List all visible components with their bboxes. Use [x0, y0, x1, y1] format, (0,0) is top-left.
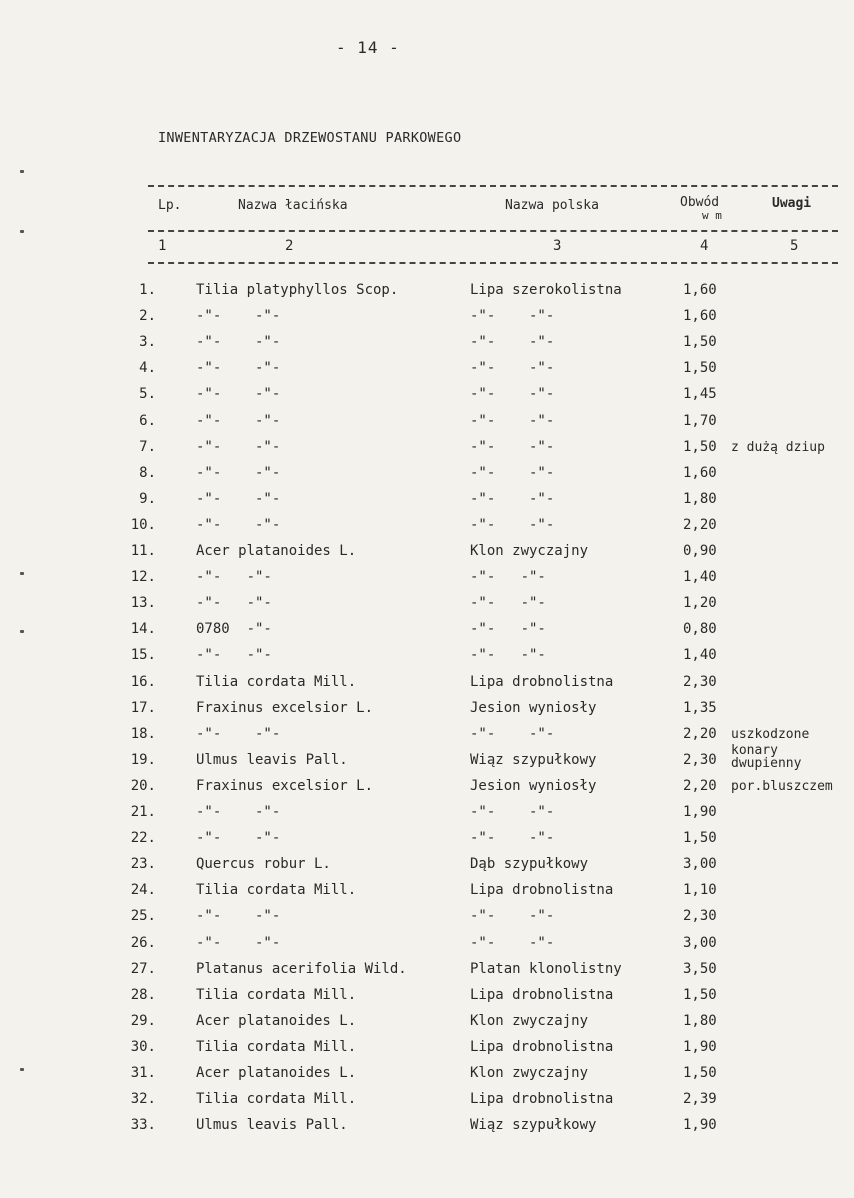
polish-name-cell: Klon zwyczajny [470, 1012, 589, 1029]
latin-name-cell: Tilia platyphyllos Scop. [196, 282, 399, 298]
polish-name-cell: Wiąz szypułkowy [470, 1117, 597, 1134]
notes-cell: konary dwupienny [731, 743, 802, 770]
latin-name-cell: -"- -"- [196, 360, 281, 377]
row-number: 27. [130, 960, 156, 977]
table-row [0, 334, 854, 360]
row-number: 15. [130, 647, 156, 664]
latin-name-cell: -"- -"- [196, 490, 281, 507]
latin-name-cell: Fraxinus excelsior L. [196, 699, 374, 716]
row-number: 20. [130, 777, 156, 794]
table-row [0, 743, 854, 778]
table-row [0, 1013, 854, 1039]
header-polish-name: Nazwa polska [505, 198, 599, 213]
row-number: 28. [130, 986, 156, 1003]
table-rule-top [148, 185, 838, 187]
polish-name-cell: Platan klonolistny [470, 960, 622, 977]
polish-name-cell: Lipa drobnolistna [470, 673, 614, 690]
polish-name-cell: -"- -"- [470, 308, 555, 325]
circumference-cell: 1,10 [683, 882, 717, 899]
table-row [0, 674, 854, 700]
circumference-cell: 1,20 [683, 595, 717, 612]
latin-name-cell: -"- -"- [196, 908, 281, 925]
row-number: 30. [130, 1038, 156, 1055]
polish-name-cell: Wiąz szypułkowy [470, 751, 597, 768]
row-number: 4. [139, 360, 156, 377]
table-row [0, 439, 854, 465]
table-row [0, 700, 854, 726]
row-number: 31. [130, 1065, 156, 1081]
circumference-cell: 1,80 [683, 490, 717, 507]
polish-name-cell: -"- -"- [470, 804, 555, 820]
circumference-cell: 3,50 [683, 960, 717, 977]
table-row [0, 961, 854, 987]
latin-name-cell: Fraxinus excelsior L. [196, 777, 374, 794]
latin-name-cell: -"- -"- [196, 438, 281, 455]
header-notes: Uwagi [772, 196, 812, 211]
row-number: 25. [130, 908, 156, 925]
polish-name-cell: -"- -"- [470, 386, 555, 403]
polish-name-cell: -"- -"- [470, 490, 555, 507]
latin-name-cell: -"- -"- [196, 595, 272, 612]
latin-name-cell: -"- -"- [196, 308, 281, 325]
row-number: 9. [139, 490, 156, 507]
circumference-cell: 1,50 [683, 334, 717, 351]
table-row [0, 569, 854, 595]
circumference-cell: 1,90 [683, 1117, 717, 1134]
polish-name-cell: -"- -"- [470, 725, 555, 742]
column-number: 2 [285, 238, 294, 254]
latin-name-cell: Acer platanoides L. [196, 1065, 357, 1081]
table-row [0, 360, 854, 386]
latin-name-cell: Acer platanoides L. [196, 1012, 357, 1029]
table-row [0, 1065, 854, 1091]
polish-name-cell: Klon zwyczajny [470, 543, 589, 559]
latin-name-cell: Tilia cordata Mill. [196, 673, 357, 690]
circumference-cell: 2,30 [683, 673, 717, 690]
margin-mark [20, 170, 24, 173]
latin-name-cell: Tilia cordata Mill. [196, 1038, 357, 1055]
row-number: 3. [139, 334, 156, 351]
latin-name-cell: -"- -"- [196, 647, 272, 664]
circumference-cell: 1,60 [683, 282, 717, 298]
circumference-cell: 1,90 [683, 1038, 717, 1055]
polish-name-cell: -"- -"- [470, 412, 555, 429]
header-circumference [680, 195, 722, 222]
circumference-cell: 3,00 [683, 856, 717, 873]
latin-name-cell: -"- -"- [196, 934, 281, 951]
column-number: 1 [158, 238, 167, 254]
table-row [0, 308, 854, 334]
table-row [0, 595, 854, 621]
polish-name-cell: Lipa szerokolistna [470, 282, 622, 298]
circumference-cell: 2,20 [683, 725, 717, 742]
table-row [0, 1039, 854, 1065]
circumference-cell: 0,90 [683, 543, 717, 559]
polish-name-cell: -"- -"- [470, 464, 555, 481]
row-number: 32. [130, 1091, 156, 1108]
circumference-cell: 1,45 [683, 386, 717, 403]
circumference-cell: 2,30 [683, 751, 717, 768]
document-title: INWENTARYZACJA DRZEWOSTANU PARKOWEGO [158, 130, 462, 146]
column-number: 5 [790, 238, 799, 254]
polish-name-cell: -"- -"- [470, 569, 546, 586]
polish-name-cell: Jesion wyniosły [470, 699, 597, 716]
polish-name-cell: -"- -"- [470, 647, 546, 664]
polish-name-cell: -"- -"- [470, 908, 555, 925]
circumference-cell: 2,39 [683, 1091, 717, 1108]
polish-name-cell: Lipa drobnolistna [470, 1038, 614, 1055]
page-number: - 14 - [336, 38, 400, 57]
notes-cell: uszkodzone [731, 727, 810, 741]
table-row [0, 987, 854, 1013]
row-number: 8. [139, 464, 156, 481]
table-row [0, 856, 854, 882]
latin-name-cell: -"- -"- [196, 334, 281, 351]
row-number: 17. [130, 699, 156, 716]
row-number: 5. [139, 386, 156, 403]
header-circumference-top: Obwód [680, 195, 720, 210]
latin-name-cell: Platanus acerifolia Wild. [196, 960, 407, 977]
circumference-cell: 1,90 [683, 804, 717, 820]
table-row [0, 282, 854, 308]
latin-name-cell: Ulmus leavis Pall. [196, 1117, 348, 1134]
polish-name-cell: -"- -"- [470, 438, 555, 455]
latin-name-cell: -"- -"- [196, 412, 281, 429]
table-row [0, 1117, 854, 1143]
latin-name-cell: -"- -"- [196, 569, 272, 586]
latin-name-cell: -"- -"- [196, 725, 281, 742]
circumference-cell: 1,70 [683, 412, 717, 429]
header-latin-name: Nazwa łacińska [238, 198, 348, 213]
notes-cell: por.bluszczem [731, 779, 833, 793]
table-row [0, 882, 854, 908]
row-number: 10. [130, 516, 156, 533]
row-number: 6. [139, 412, 156, 429]
row-number: 24. [130, 882, 156, 899]
latin-name-cell: Tilia cordata Mill. [196, 986, 357, 1003]
polish-name-cell: -"- -"- [470, 334, 555, 351]
notes-cell: z dużą dziup [731, 440, 825, 454]
table-row [0, 908, 854, 934]
polish-name-cell: -"- -"- [470, 360, 555, 377]
row-number: 12. [130, 569, 156, 586]
row-number: 29. [130, 1012, 156, 1029]
polish-name-cell: Jesion wyniosły [470, 777, 597, 794]
table-row [0, 778, 854, 804]
polish-name-cell: Lipa drobnolistna [470, 882, 614, 899]
polish-name-cell: Klon zwyczajny [470, 1065, 589, 1081]
table-row [0, 726, 854, 752]
latin-name-cell: Acer platanoides L. [196, 543, 357, 559]
circumference-cell: 1,40 [683, 647, 717, 664]
table-row [0, 935, 854, 961]
polish-name-cell: Lipa drobnolistna [470, 1091, 614, 1108]
latin-name-cell: -"- -"- [196, 516, 281, 533]
latin-name-cell: -"- -"- [196, 386, 281, 403]
row-number: 16. [130, 673, 156, 690]
circumference-cell: 2,30 [683, 908, 717, 925]
polish-name-cell: -"- -"- [470, 621, 546, 638]
latin-name-cell: -"- -"- [196, 804, 281, 820]
row-number: 33. [130, 1117, 156, 1134]
row-number: 14. [130, 621, 156, 638]
table-row [0, 830, 854, 856]
circumference-cell: 1,50 [683, 1065, 717, 1081]
polish-name-cell: -"- -"- [470, 595, 546, 612]
table-row [0, 386, 854, 412]
column-number: 4 [700, 238, 709, 254]
table-row [0, 413, 854, 439]
row-number: 1. [139, 282, 156, 298]
row-number: 23. [130, 856, 156, 873]
circumference-cell: 1,50 [683, 830, 717, 847]
polish-name-cell: -"- -"- [470, 934, 555, 951]
latin-name-cell: -"- -"- [196, 464, 281, 481]
circumference-cell: 1,50 [683, 360, 717, 377]
table-row [0, 647, 854, 673]
circumference-cell: 1,35 [683, 699, 717, 716]
table-row [0, 517, 854, 543]
header-circumference-unit: w m [702, 209, 722, 222]
table-row [0, 491, 854, 517]
table-rule-columns [148, 262, 838, 264]
table-row [0, 543, 854, 569]
column-number: 3 [553, 238, 562, 254]
row-number: 7. [139, 438, 156, 455]
header-lp: Lp. [158, 198, 182, 213]
latin-name-cell: Tilia cordata Mill. [196, 1091, 357, 1108]
circumference-cell: 2,20 [683, 777, 717, 794]
circumference-cell: 3,00 [683, 934, 717, 951]
table-row [0, 1091, 854, 1117]
circumference-cell: 1,50 [683, 986, 717, 1003]
row-number: 2. [139, 308, 156, 325]
polish-name-cell: Dąb szypułkowy [470, 856, 589, 873]
polish-name-cell: Lipa drobnolistna [470, 986, 614, 1003]
table-row [0, 465, 854, 491]
row-number: 26. [130, 934, 156, 951]
row-number: 11. [130, 543, 156, 559]
latin-name-cell: Ulmus leavis Pall. [196, 751, 348, 768]
row-number: 22. [130, 830, 156, 847]
polish-name-cell: -"- -"- [470, 516, 555, 533]
circumference-cell: 1,40 [683, 569, 717, 586]
row-number: 21. [130, 804, 156, 820]
circumference-cell: 1,80 [683, 1012, 717, 1029]
margin-mark [20, 230, 24, 233]
latin-name-cell: 0780 -"- [196, 621, 272, 638]
latin-name-cell: -"- -"- [196, 830, 281, 847]
circumference-cell: 1,60 [683, 464, 717, 481]
circumference-cell: 2,20 [683, 516, 717, 533]
circumference-cell: 0,80 [683, 621, 717, 638]
polish-name-cell: -"- -"- [470, 830, 555, 847]
row-number: 13. [130, 595, 156, 612]
row-number: 18. [130, 725, 156, 742]
table-row [0, 804, 854, 830]
latin-name-cell: Tilia cordata Mill. [196, 882, 357, 899]
row-number: 19. [130, 751, 156, 768]
circumference-cell: 1,60 [683, 308, 717, 325]
latin-name-cell: Quercus robur L. [196, 856, 331, 873]
circumference-cell: 1,50 [683, 438, 717, 455]
table-rule-header [148, 230, 838, 232]
table-row [0, 621, 854, 647]
